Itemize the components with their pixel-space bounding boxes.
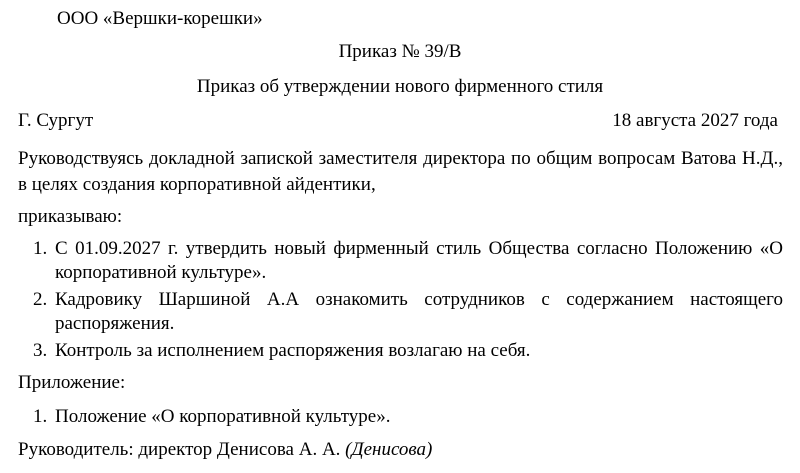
list-item-number: 2. — [33, 289, 48, 310]
city: Г. Сургут — [18, 110, 94, 131]
basis-paragraph: Руководствуясь докладной запиской заместителя директора по общим вопросам Ватова Н.Д., в целях создания корпоративной айдентики, — [18, 148, 783, 195]
list-item-text: Кадровику Шаршиной А.А ознакомить сотрудников с содержанием настоящего распоряжения. — [55, 289, 783, 334]
signer-block — [18, 438, 432, 462]
order-word: приказываю: — [18, 206, 123, 227]
organization-name: ООО «Вершки-корешки» — [57, 8, 263, 29]
list-item-number: 1. — [33, 406, 48, 427]
list-item — [33, 405, 783, 429]
list-item-text: Положение «О корпоративной культуре». — [55, 406, 391, 427]
list-item-text: Контроль за исполнением распоряжения возлагаю на себя. — [55, 340, 531, 361]
list-item — [33, 237, 783, 285]
appendix-list — [33, 405, 783, 432]
list-item-number: 3. — [33, 340, 48, 361]
list-item-number: 1. — [33, 238, 48, 259]
list-item-text: С 01.09.2027 г. утвердить новый фирменный стиль Общества согласно Положению «О корпоративной культуре». — [55, 238, 783, 283]
list-item — [33, 288, 783, 336]
order-number: Приказ № 39/В — [338, 41, 462, 62]
order-date: 18 августа 2027 года — [612, 110, 778, 131]
signature: (Денисова) — [345, 439, 433, 460]
order-title: Приказ об утверждении нового фирменного стиля — [196, 76, 604, 97]
order-items-list — [33, 237, 783, 366]
list-item — [33, 339, 783, 363]
appendix-label: Приложение: — [18, 372, 126, 393]
signer-label: Руководитель: директор Денисова А. А. — [18, 439, 341, 460]
